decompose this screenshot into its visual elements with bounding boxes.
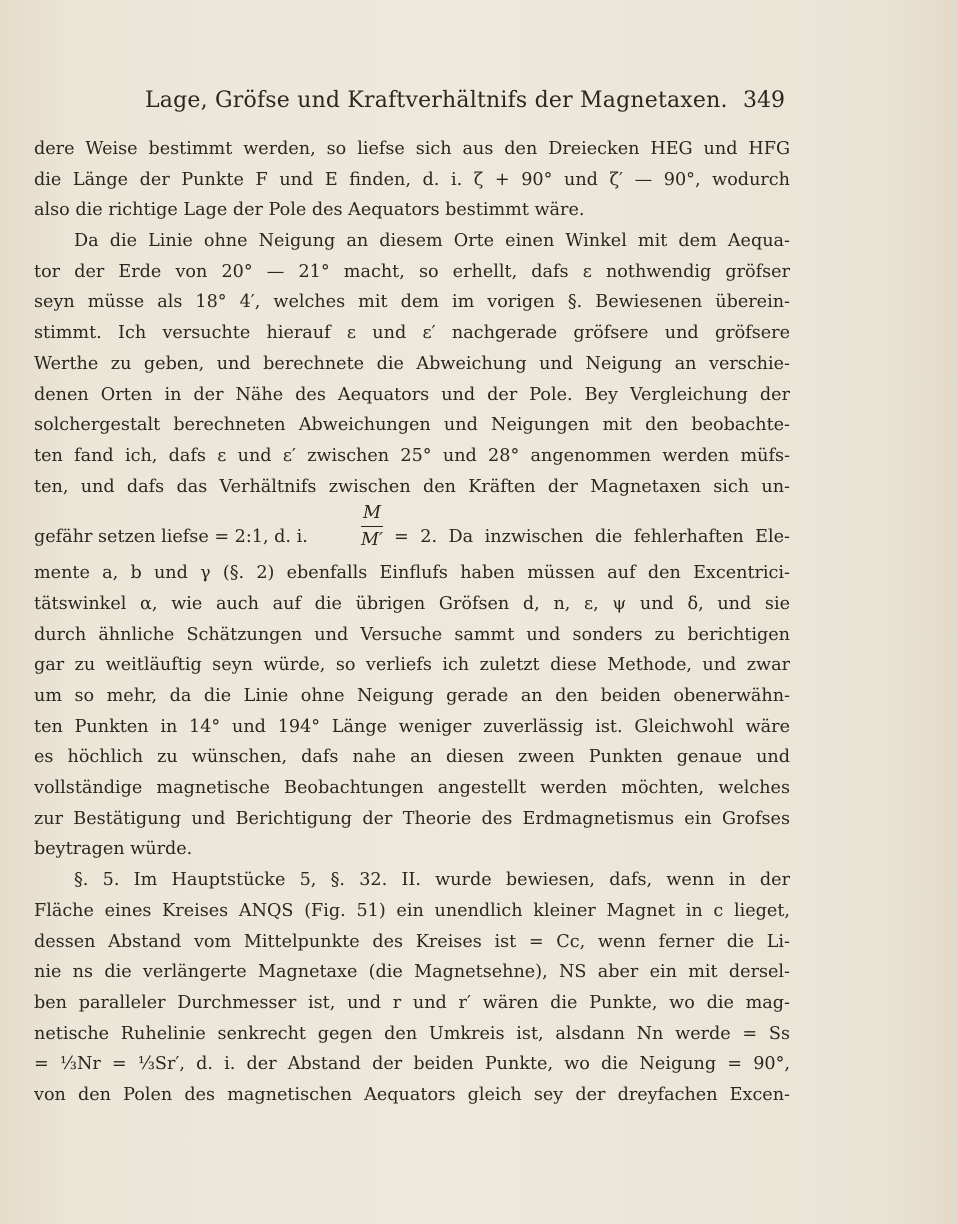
text-line: beytragen würde. bbox=[34, 839, 193, 860]
text-line: nie ns die verlängerte Magnetaxe (die Magnetsehne), NS aber ein mit dersel- bbox=[34, 962, 790, 983]
text-line: denen Orten in der Nähe des Aequators und der Pole. Bey Vergleichung der bbox=[34, 384, 790, 405]
fraction-bar bbox=[361, 526, 383, 527]
formula-line bbox=[34, 502, 790, 558]
fraction-denominator: M′ bbox=[361, 530, 384, 551]
formula-lhs: gefähr setzen liefse = 2:1, d. i. bbox=[34, 527, 308, 548]
text-line: Da die Linie ohne Neigung an diesem Orte einen Winkel mit dem Aequa- bbox=[74, 231, 790, 252]
text-line: dessen Abstand vom Mittelpunkte des Kreises ist = Cc, wenn ferner die Li- bbox=[34, 931, 790, 952]
text-line: solchergestalt berechneten Abweichungen und Neigungen mit den beobachte- bbox=[34, 415, 790, 436]
text-line: um so mehr, da die Linie ohne Neigung gerade an den beiden obenerwähn- bbox=[34, 686, 790, 706]
text-line: stimmt. Ich versuchte hierauf ε und ε′ nachgerade gröfsere und gröfsere bbox=[34, 323, 790, 344]
text-line: Werthe zu geben, und berechnete die Abweichung und Neigung an verschie- bbox=[34, 353, 790, 374]
body-text bbox=[34, 134, 790, 1111]
text-line: netische Ruhelinie senkrecht gegen den Umkreis ist, alsdann Nn werde = Ss bbox=[34, 1023, 790, 1044]
text-line: seyn müsse als 18° 4′, welches mit dem im vorigen §. Bewiesenen überein- bbox=[34, 292, 790, 313]
text-line: zur Bestätigung und Berichtigung der Theorie des Erdmagnetismus ein Grofses bbox=[34, 808, 790, 829]
running-head-title: Lage, Gröfse und Kraftverhältnifs der Magnetaxen. bbox=[145, 88, 728, 113]
text-line: tätswinkel α, wie auch auf die übrigen Gröfsen d, n, ε, ψ und δ, und sie bbox=[34, 593, 790, 614]
fraction-numerator: M bbox=[362, 503, 381, 524]
text-line: durch ähnliche Schätzungen und Versuche sammt und sonders zu berichtigen bbox=[34, 624, 790, 645]
text-line: also die richtige Lage der Pole des Aequators bestimmt wäre. bbox=[34, 200, 585, 221]
text-line: ten, und dafs das Verhältnifs zwischen den Kräften der Magnetaxen sich un- bbox=[34, 476, 790, 497]
text-line: ten fand ich, dafs ε und ε′ zwischen 25° und 28° angenommen werden müfs- bbox=[34, 445, 790, 466]
text-line: es höchlich zu wünschen, dafs nahe an diesen zween Punkten genaue und bbox=[34, 747, 790, 768]
text-line: dere Weise bestimmt werden, so liefse sich aus den Dreiecken HEG und HFG bbox=[34, 139, 790, 159]
text-line: von den Polen des magnetischen Aequators gleich sey der dreyfachen Excen- bbox=[34, 1084, 790, 1105]
page-number: 349 bbox=[743, 88, 785, 113]
text-line: Fläche eines Kreises ANQS (Fig. 51) ein unendlich kleiner Magnet in c lieget, bbox=[34, 900, 790, 921]
fraction bbox=[361, 502, 383, 551]
text-line: vollständige magnetische Beobachtungen angestellt werden möchten, welches bbox=[34, 778, 790, 799]
text-line: §. 5. Im Hauptstücke 5, §. 32. II. wurde bewiesen, dafs, wenn in der bbox=[74, 870, 790, 891]
text-line: mente a, b und γ (§. 2) ebenfalls Einflufs haben müssen auf den Excentrici- bbox=[34, 563, 790, 584]
text-line: = ⅓Nr = ⅓Sr′, d. i. der Abstand der beiden Punkte, wo die Neigung = 90°, bbox=[34, 1054, 790, 1075]
text-line: tor der Erde von 20° — 21° macht, so erhellt, dafs ε nothwendig gröfser bbox=[34, 261, 790, 282]
text-line: die Länge der Punkte F und E finden, d. i. ζ + 90° und ζ′ — 90°, wodurch bbox=[34, 169, 790, 190]
text-line: gar zu weitläuftig seyn würde, so verliefs ich zuletzt diese Methode, und zwar bbox=[34, 655, 790, 676]
text-line: ben paralleler Durchmesser ist, und r und r′ wären die Punkte, wo die mag- bbox=[34, 992, 790, 1013]
running-head bbox=[145, 88, 785, 128]
formula-rhs: = 2. Da inzwischen die fehlerhaften Ele- bbox=[394, 527, 790, 548]
text-line: ten Punkten in 14° und 194° Länge weniger zuverlässig ist. Gleichwohl wäre bbox=[34, 716, 790, 737]
